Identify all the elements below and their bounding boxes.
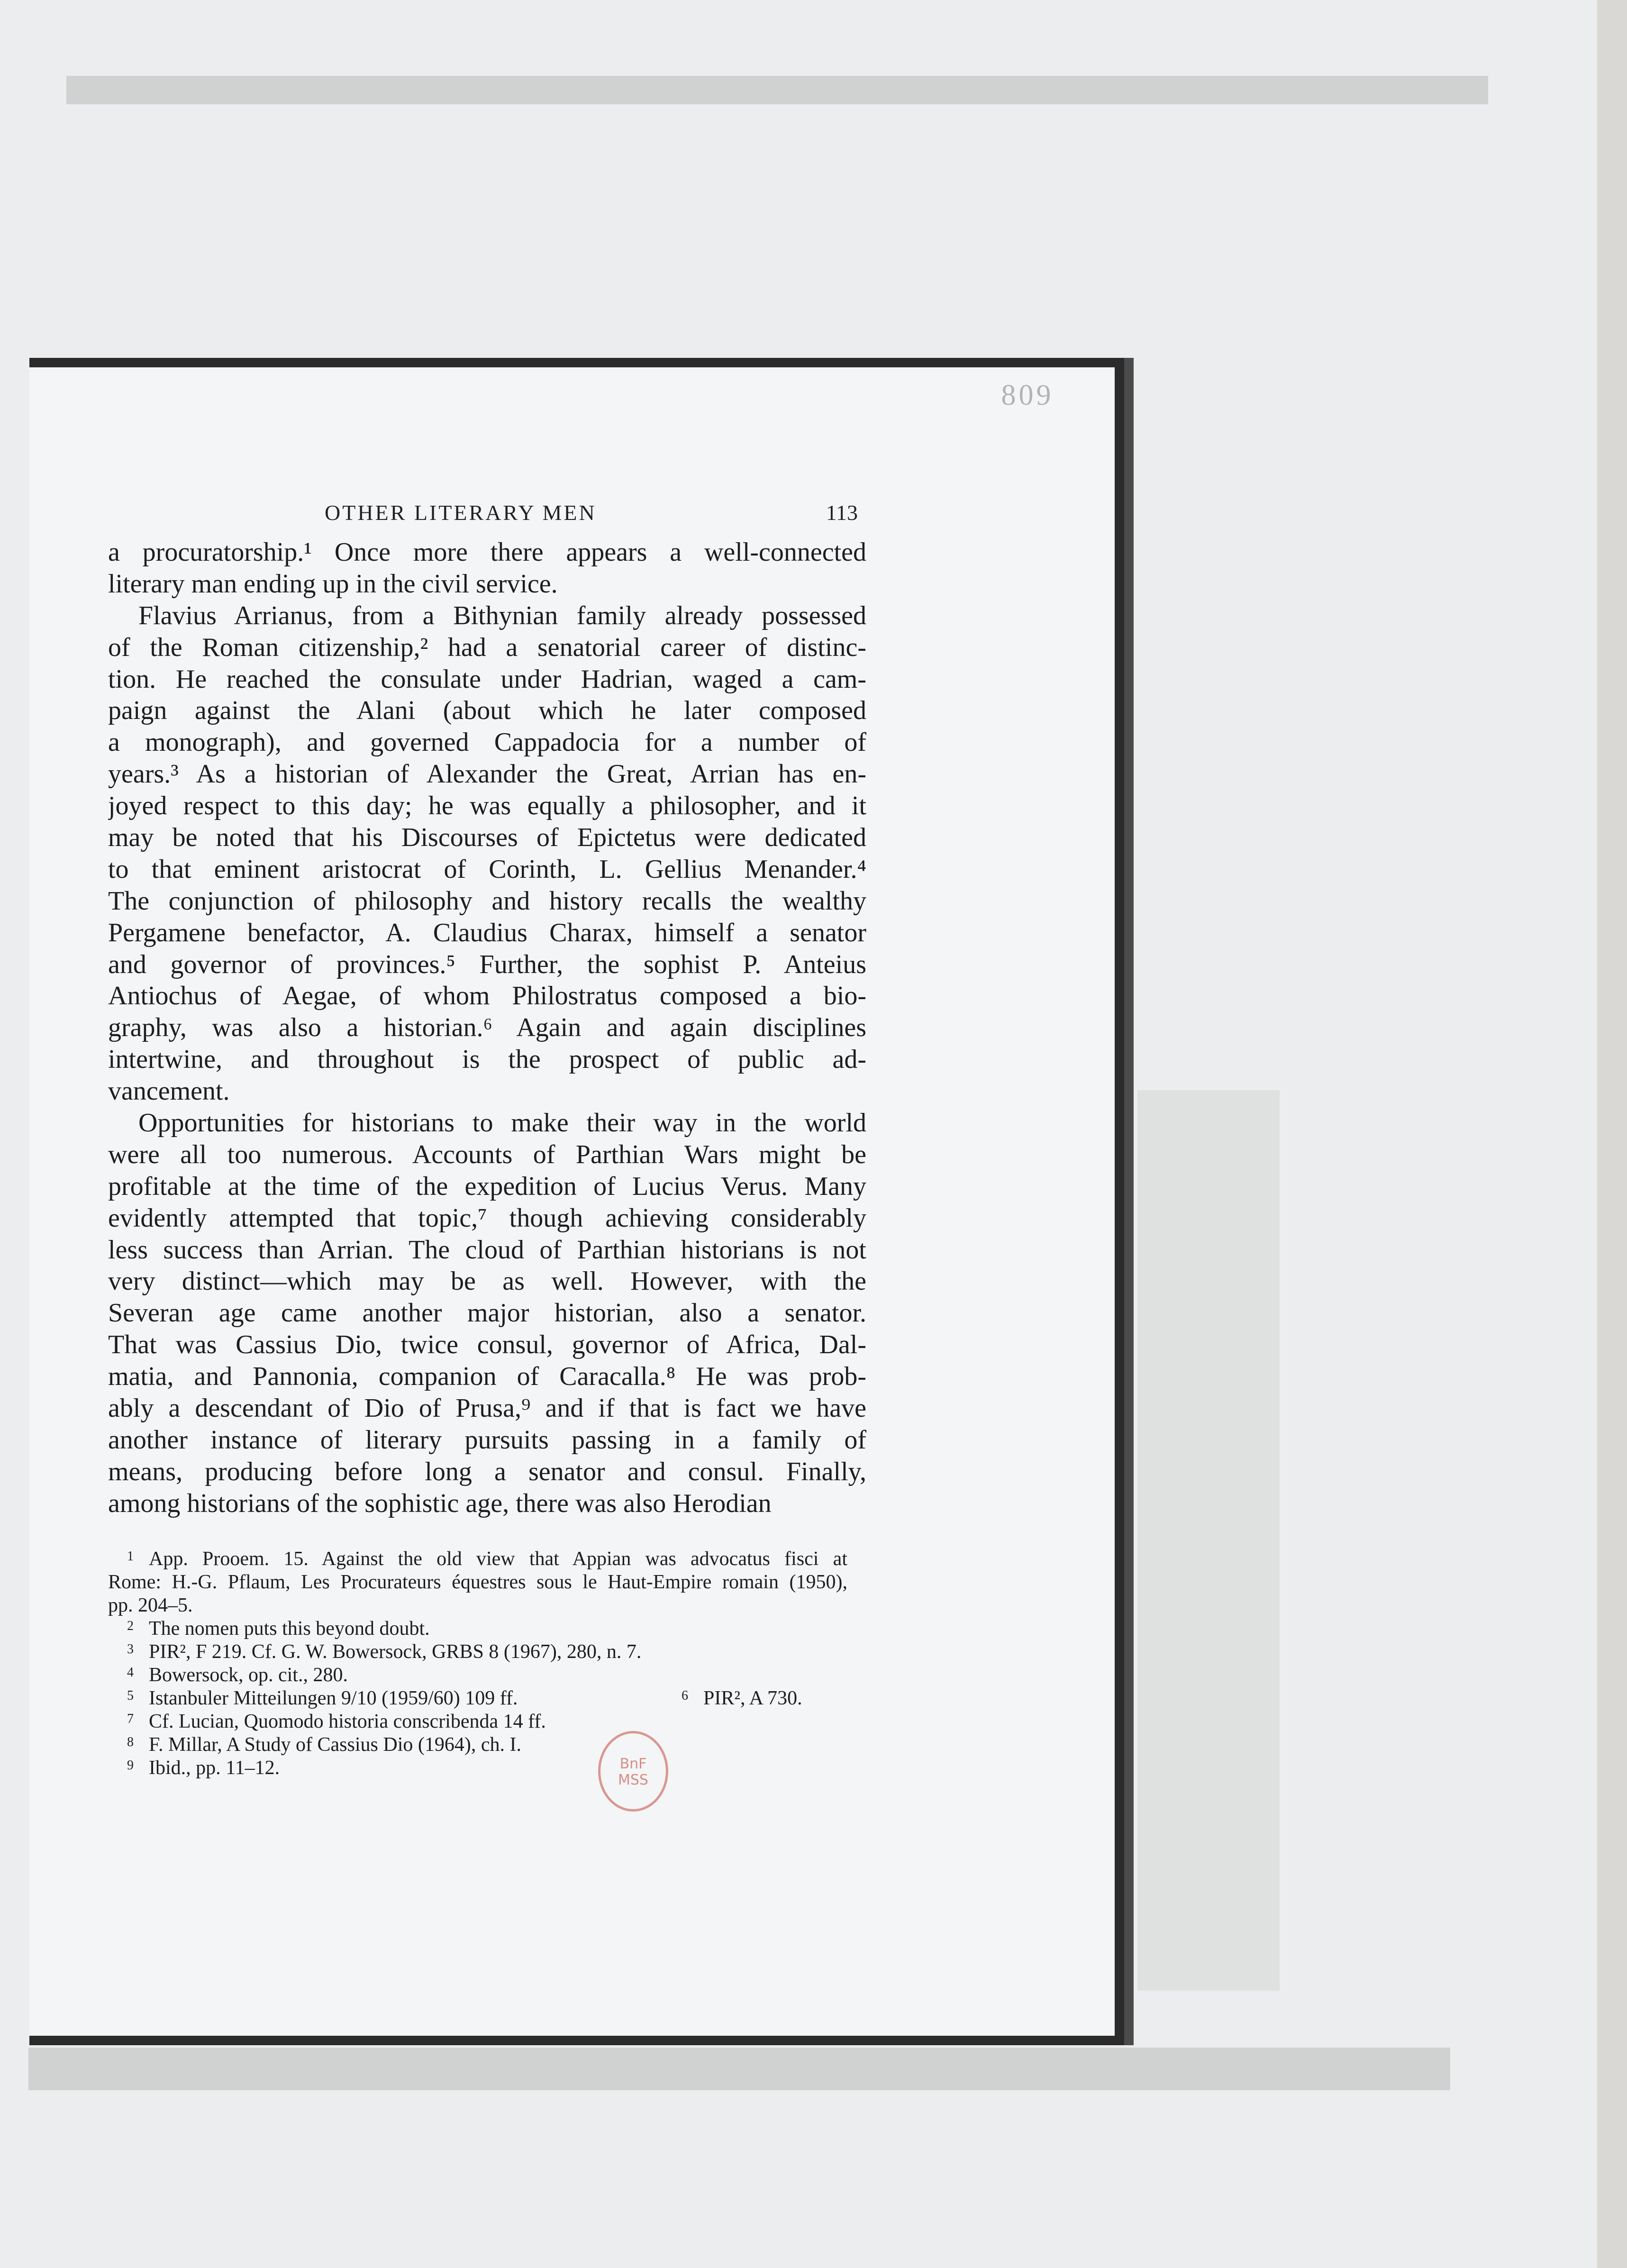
top-scan-smudge: [66, 76, 1488, 104]
body-text: [108, 537, 866, 1520]
footnote-number: 8: [127, 1735, 134, 1749]
paragraph-2: [108, 600, 866, 1107]
footnote-1-continued: [108, 1571, 847, 1594]
footnote-number: 7: [127, 1712, 134, 1726]
text-line: another instance of literary pursuits passing in a family of: [108, 1425, 866, 1455]
footnote-8: [108, 1733, 847, 1757]
text-line: ably a descendant of Dio of Prusa,⁹ and if that is fact we have: [108, 1394, 866, 1423]
text-line: Opportunities for historians to make their way in the world: [138, 1108, 866, 1138]
stamp-line-2: MSS: [618, 1772, 648, 1788]
footnote-number: 6: [682, 1688, 688, 1703]
footnote-text: Ibid., pp. 11–12.: [149, 1757, 280, 1779]
footnote-text: Cf. Lucian, Quomodo historia conscribenda 14 ff.: [149, 1711, 546, 1732]
text-line: of the Roman citizenship,² had a senatorial career of distinc-: [108, 632, 866, 662]
text-line: literary man ending up in the civil service.: [108, 569, 558, 599]
footnote-4: [108, 1664, 847, 1687]
footnote-1-continued: [108, 1594, 847, 1617]
text-line: paign against the Alani (about which he later composed: [108, 696, 866, 726]
text-line: matia, and Pannonia, companion of Caracalla.⁸ He was prob-: [108, 1362, 866, 1392]
footnote-1: [108, 1548, 847, 1571]
footnote-number: 1: [127, 1549, 134, 1564]
text-line: evidently attempted that topic,⁷ though achieving considerably: [108, 1203, 866, 1233]
text-line: That was Cassius Dio, twice consul, governor of Africa, Dal-: [108, 1330, 866, 1360]
running-head-title: OTHER LITERARY MEN: [325, 501, 597, 525]
footnote-number: 9: [127, 1758, 134, 1773]
text-line: joyed respect to this day; he was equally a philosopher, and it: [108, 791, 866, 821]
text-line: profitable at the time of the expedition of Lucius Verus. Many: [108, 1171, 866, 1201]
text-line: The conjunction of philosophy and history recalls the wealthy: [108, 886, 866, 916]
footnote-text: PIR², A 730.: [703, 1687, 802, 1709]
page-number: 113: [826, 501, 858, 525]
right-scan-smudge: [1137, 1090, 1280, 1991]
text-line: very distinct—which may be as well. However, with the: [108, 1266, 866, 1296]
folio-number: 809: [1001, 379, 1054, 411]
footnote-text: App. Prooem. 15. Against the old view that Appian was advocatus fisci at: [149, 1548, 847, 1570]
text-line: graphy, was also a historian.⁶ Again and again disciplines: [108, 1013, 866, 1043]
footnote-text: F. Millar, A Study of Cassius Dio (1964), ch. I.: [149, 1734, 521, 1756]
footnote-3: [108, 1640, 847, 1664]
paragraph-3: [108, 1107, 866, 1520]
footnote-number: 4: [127, 1665, 134, 1680]
text-line: and governor of provinces.⁵ Further, the sophist P. Anteius: [108, 949, 866, 979]
text-line: Pergamene benefactor, A. Claudius Charax, himself a senator: [108, 918, 866, 947]
text-line: Severan age came another major historian, also a senator.: [108, 1298, 866, 1328]
text-line: Flavius Arrianus, from a Bithynian family already possessed: [138, 601, 866, 630]
library-stamp: [598, 1731, 668, 1812]
footnote-text: PIR², F 219. Cf. G. W. Bowersock, GRBS 8 (1967), 280, n. 7.: [149, 1641, 642, 1663]
text-line: years.³ As a historian of Alexander the Great, Arrian has en-: [108, 759, 866, 789]
text-line: to that eminent aristocrat of Corinth, L. Gellius Menander.⁴: [108, 854, 866, 884]
text-line: among historians of the sophistic age, there was also Herodian: [108, 1488, 772, 1518]
footnote-text: pp. 204–5.: [108, 1594, 193, 1616]
footnote-text: Bowersock, op. cit., 280.: [149, 1664, 348, 1686]
stamp-line-1: BnF: [619, 1756, 647, 1772]
footnote-number: 5: [127, 1688, 134, 1703]
running-head: [109, 500, 858, 528]
text-line: intertwine, and throughout is the prospect of public ad-: [108, 1045, 866, 1075]
text-line: a monograph), and governed Cappadocia for a number of: [108, 728, 866, 757]
bottom-scan-smudge: [28, 2048, 1450, 2090]
text-line: means, producing before long a senator and consul. Finally,: [108, 1457, 866, 1486]
footnote-7: [108, 1710, 847, 1733]
footnote-2: [108, 1617, 847, 1640]
paragraph-1: [108, 537, 866, 600]
text-line: less success than Arrian. The cloud of Parthian historians is not: [108, 1235, 866, 1265]
footnote-text: The nomen puts this beyond doubt.: [149, 1618, 430, 1640]
text-line: vancement.: [108, 1076, 230, 1106]
footnote-text: Istanbuler Mitteilungen 9/10 (1959/60) 109 ff.: [149, 1687, 518, 1709]
text-line: a procuratorship.¹ Once more there appears a well-connected: [108, 537, 866, 567]
footnote-text: Rome: H.-G. Pflaum, Les Procurateurs équestres sous le Haut-Empire romain (1950),: [108, 1571, 847, 1593]
footnote-number: 3: [127, 1642, 134, 1657]
footnote-number: 2: [127, 1619, 134, 1633]
text-line: may be noted that his Discourses of Epictetus were dedicated: [108, 823, 866, 853]
footnotes: [108, 1548, 847, 1780]
text-line: tion. He reached the consulate under Hadrian, waged a cam-: [108, 664, 866, 694]
footnote-9: [108, 1757, 847, 1780]
text-line: Antiochus of Aegae, of whom Philostratus composed a bio-: [108, 981, 866, 1011]
footnote-5: [108, 1687, 847, 1710]
text-line: were all too numerous. Accounts of Parthian Wars might be: [108, 1139, 866, 1169]
